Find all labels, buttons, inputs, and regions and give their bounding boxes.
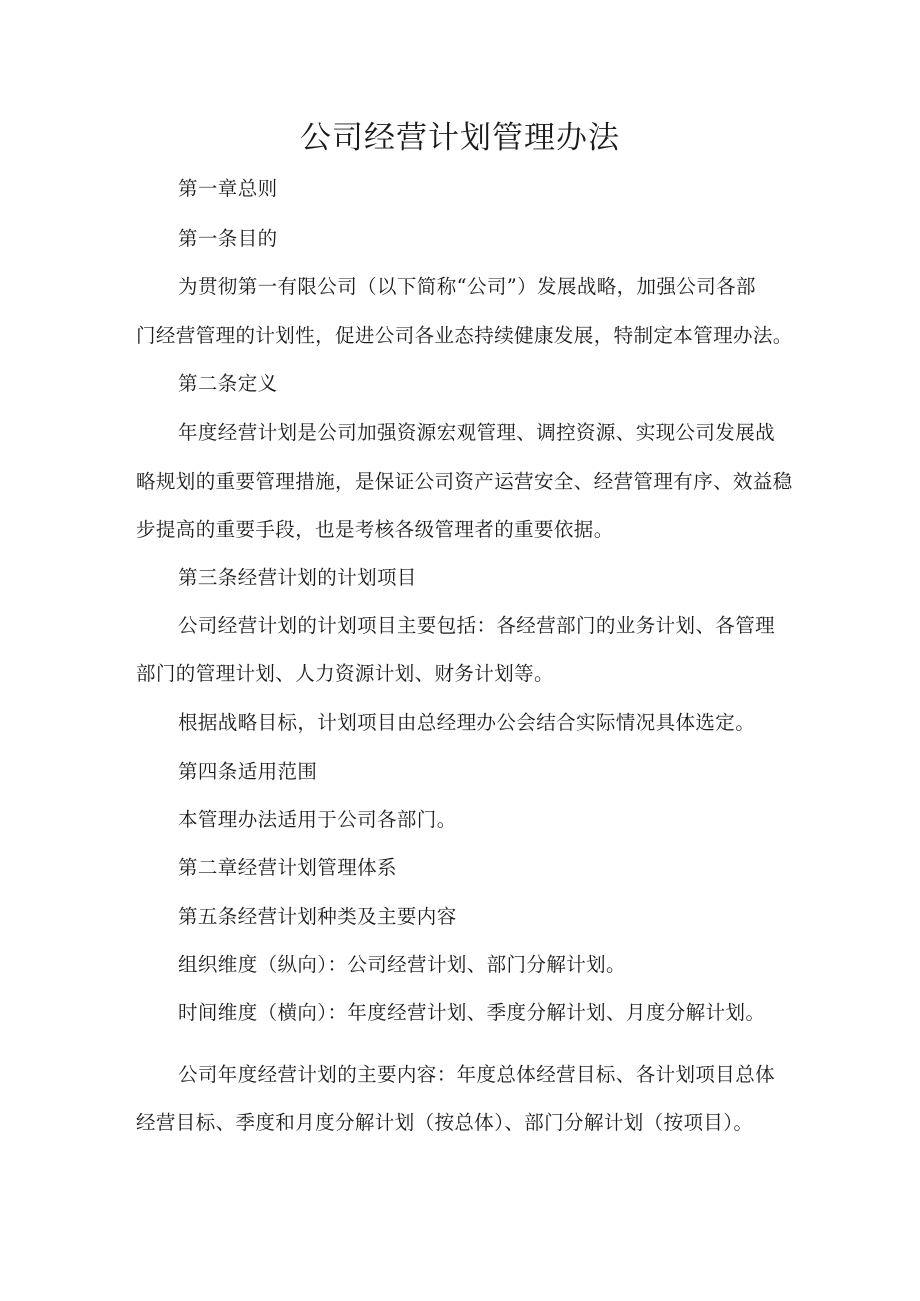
paragraph-line: 组织维度（纵向）：公司经营计划、部门分解计划。	[178, 953, 626, 976]
document-title: 公司经营计划管理办法	[300, 120, 620, 156]
chapter-heading: 第二章经营计划管理体系	[178, 856, 397, 879]
paragraph-line: 部门的管理计划、人力资源计划、财务计划等。	[136, 662, 554, 685]
paragraph-line: 门经营管理的计划性，促进公司各业态持续健康发展，特制定本管理办法。	[136, 324, 793, 347]
paragraph-line: 略规划的重要管理措施，是保证公司资产运营安全、经营管理有序、效益稳	[136, 470, 793, 493]
chapter-heading: 第一章总则	[178, 177, 278, 200]
article-heading: 第一条目的	[178, 227, 278, 250]
paragraph-line: 公司年度经营计划的主要内容：年度总体经营目标、各计划项目总体	[178, 1063, 776, 1086]
paragraph-line: 经营目标、季度和月度分解计划（按总体）、部门分解计划（按项目）。	[136, 1111, 754, 1134]
paragraph-line: 为贯彻第一有限公司（以下简称“公司”）发展战略，加强公司各部	[178, 275, 756, 298]
paragraph-line: 步提高的重要手段，也是考核各级管理者的重要依据。	[136, 518, 614, 541]
paragraph-line: 时间维度（横向）：年度经营计划、季度分解计划、月度分解计划。	[178, 1001, 766, 1024]
article-heading: 第四条适用范围	[178, 760, 318, 783]
paragraph-line: 年度经营计划是公司加强资源宏观管理、调控资源、实现公司发展战	[178, 421, 776, 444]
article-heading: 第三条经营计划的计划项目	[178, 566, 417, 589]
article-heading: 第二条定义	[178, 372, 278, 395]
paragraph-line: 公司经营计划的计划项目主要包括：各经营部门的业务计划、各管理	[178, 614, 776, 637]
paragraph-line: 根据战略目标，计划项目由总经理办公会结合实际情况具体选定。	[178, 711, 756, 734]
paragraph-line: 本管理办法适用于公司各部门。	[178, 808, 457, 831]
article-heading: 第五条经营计划种类及主要内容	[178, 905, 457, 928]
